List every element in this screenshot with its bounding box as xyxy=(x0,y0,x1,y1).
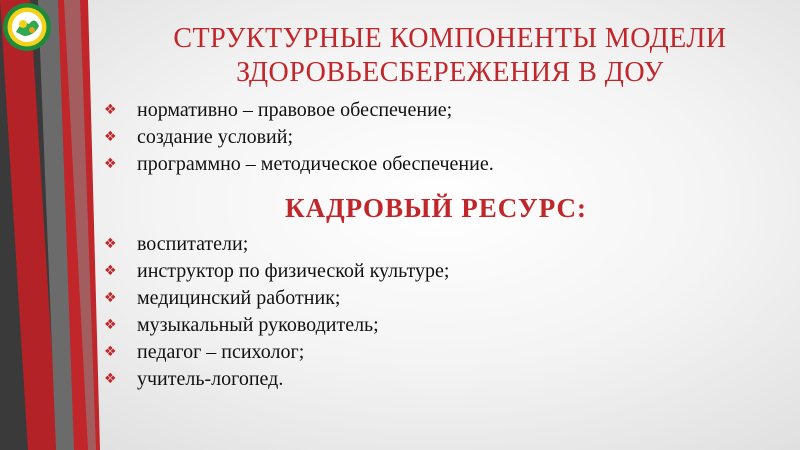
list-item-label: педагог – психолог; xyxy=(137,341,305,363)
bullet-icon: ❖ xyxy=(104,317,117,333)
list-item-label: нормативно – правовое обеспечение; xyxy=(137,99,453,121)
list-item xyxy=(104,124,494,151)
bullet-icon: ❖ xyxy=(104,102,117,118)
staff-list xyxy=(104,231,449,393)
list-item xyxy=(104,258,449,285)
bullet-icon: ❖ xyxy=(104,156,117,172)
slide-title xyxy=(110,22,790,90)
list-item xyxy=(104,151,494,178)
list-item-label: учитель-логопед. xyxy=(137,368,284,390)
list-item xyxy=(104,312,449,339)
title-line-1: СТРУКТУРНЫЕ КОМПОНЕНТЫ МОДЕЛИ xyxy=(173,23,727,54)
title-line-2: ЗДОРОВЬЕСБЕРЕЖЕНИЯ В ДОУ xyxy=(236,57,664,88)
components-list xyxy=(104,97,494,178)
list-item-label: создание условий; xyxy=(137,126,294,148)
list-item-label: воспитатели; xyxy=(137,233,249,255)
bullet-icon: ❖ xyxy=(104,263,117,279)
bullet-icon: ❖ xyxy=(104,371,117,387)
bullet-icon: ❖ xyxy=(104,344,117,360)
staff-heading: КАДРОВЫЙ РЕСУРС: xyxy=(285,193,588,223)
list-item xyxy=(104,339,449,366)
kindergarten-emblem-icon xyxy=(2,2,52,52)
list-item xyxy=(104,285,449,312)
list-item-label: музыкальный руководитель; xyxy=(137,314,379,336)
list-item xyxy=(104,97,494,124)
list-item-label: инструктор по физической культуре; xyxy=(137,260,450,282)
list-item-label: медицинский работник; xyxy=(137,287,341,309)
bullet-icon: ❖ xyxy=(104,236,117,252)
list-item xyxy=(104,366,449,393)
list-item-label: программно – методическое обеспечение. xyxy=(137,153,494,175)
bullet-icon: ❖ xyxy=(104,129,117,145)
bullet-icon: ❖ xyxy=(104,290,117,306)
list-item xyxy=(104,231,449,258)
